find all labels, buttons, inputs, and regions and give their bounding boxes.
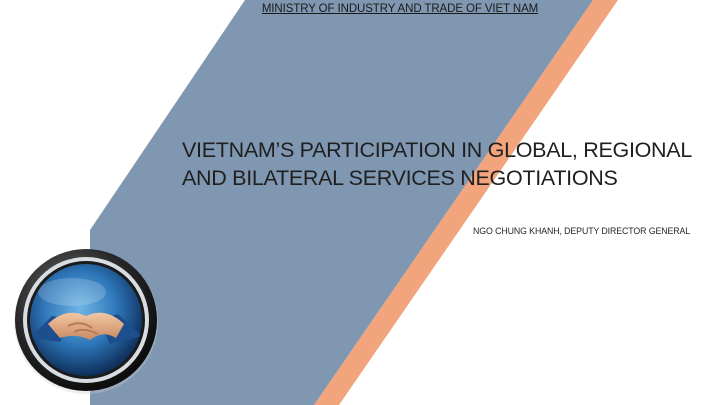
slide-title [182,136,717,192]
handshake-icon [12,246,160,394]
slide-title-line-1: VIETNAM’S PARTICIPATION IN GLOBAL, REGIONAL [182,138,692,162]
organization-name: MINISTRY OF INDUSTRY AND TRADE OF VIET NAM [261,3,539,15]
slide-title-line-2: AND BILATERAL SERVICES NEGOTIATIONS [182,166,618,190]
slate-band [90,0,593,405]
presenter-name: NGO CHUNG KHANH, DEPUTY DIRECTOR GENERAL [473,226,691,236]
